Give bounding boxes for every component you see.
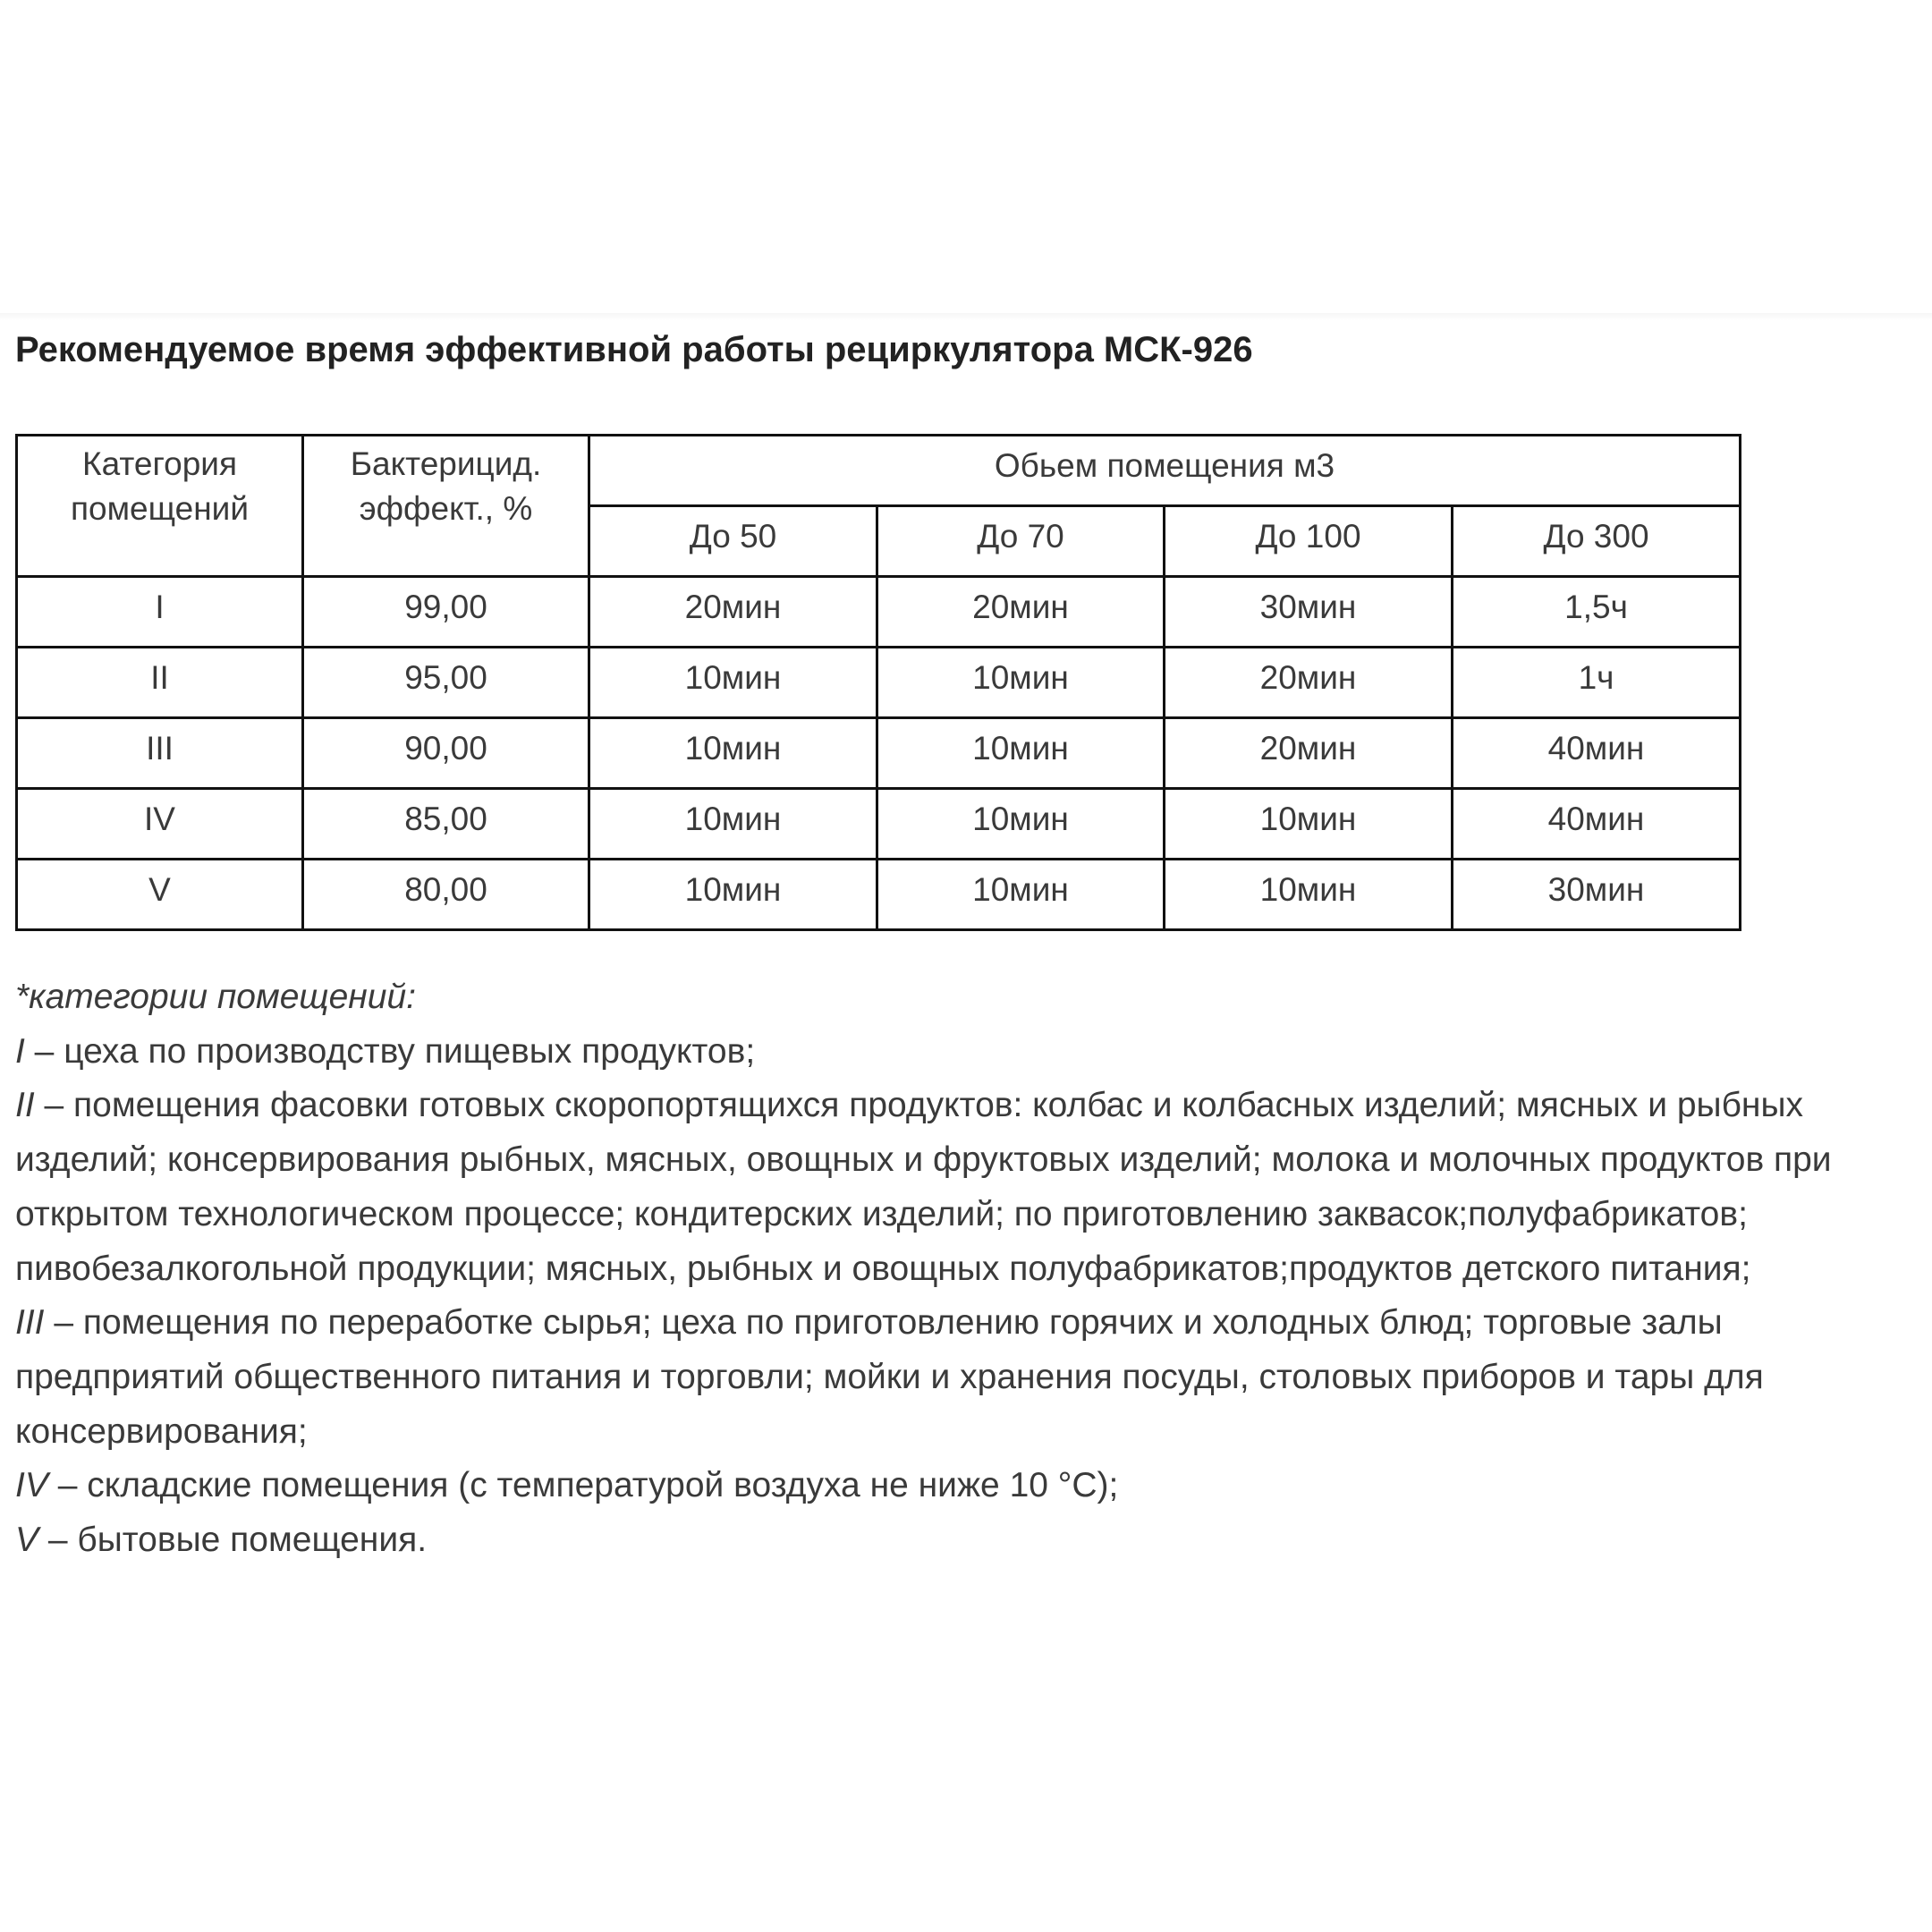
cell-time: 40мин [1453,789,1741,860]
note-text: – помещения по переработке сырья; цеха по приготовлению горячих и холодных блюд; торговые залы предприятий общественного питания и торговли; мойки и хранения посуды, столовых приборов и тары для консервирования; [15,1303,1764,1451]
header-effect [303,436,589,577]
cell-effect: 90,00 [303,718,589,789]
cell-time: 1,5ч [1453,577,1741,648]
cell-time: 20мин [877,577,1165,648]
cell-category: IV [17,789,303,860]
header-category-line2: помещений [70,490,249,527]
cell-time: 1ч [1453,648,1741,718]
header-category-line1: Категория [82,445,237,482]
note-item [15,1513,1916,1568]
header-category [17,436,303,577]
cell-time: 10мин [589,718,877,789]
table-row [17,648,1741,718]
cell-time: 10мин [589,860,877,930]
header-volume-50: До 50 [589,506,877,577]
note-roman: II [15,1086,35,1125]
cell-time: 10мин [877,648,1165,718]
cell-category: II [17,648,303,718]
cell-time: 20мин [589,577,877,648]
header-effect-line1: Бактерицид. [350,445,542,482]
cell-time: 10мин [877,718,1165,789]
header-volume: Обьем помещения м3 [589,436,1741,506]
cell-time: 30мин [1165,577,1453,648]
recommended-time-table [15,434,1741,931]
note-text: – цеха по производству пищевых продуктов; [24,1031,756,1071]
header-volume-100: До 100 [1165,506,1453,577]
cell-time: 10мин [1165,860,1453,930]
cell-effect: 95,00 [303,648,589,718]
cell-time: 40мин [1453,718,1741,789]
table-row [17,577,1741,648]
cell-effect: 85,00 [303,789,589,860]
cell-category: V [17,860,303,930]
header-effect-line2: эффект., % [359,490,533,527]
cell-time: 10мин [589,648,877,718]
note-text: – бытовые помещения. [38,1521,428,1560]
cell-time: 10мин [877,789,1165,860]
note-roman: III [15,1303,45,1343]
table-row [17,718,1741,789]
table-row [17,860,1741,930]
note-item [15,1079,1916,1296]
note-text: – помещения фасовки готовых скоропортящихся продуктов: колбас и колбасных изделий; мясных и рыбных изделий; консервирования рыбных, мясных, овощных и фруктовых изделий; молока и молочных продуктов при открытом технологическом процессе; кондитерских изделий; по приготовлению заквасок;полуфабрикатов; пивобезалкогольной продукции; мясных, рыбных и овощных полуфабрикатов;продуктов детского питания; [15,1086,1832,1288]
note-roman: V [15,1521,39,1560]
note-roman: IV [15,1466,48,1505]
cell-category: III [17,718,303,789]
cell-time: 20мин [1165,718,1453,789]
cell-time: 10мин [877,860,1165,930]
note-item [15,1459,1916,1513]
top-blank-area [0,0,1932,318]
cell-effect: 99,00 [303,577,589,648]
notes-heading: *категории помещений: [15,978,416,1016]
note-roman: I [15,1031,25,1071]
cell-effect: 80,00 [303,860,589,930]
note-item [15,1296,1916,1459]
note-item [15,1025,1916,1080]
cell-time: 30мин [1453,860,1741,930]
cell-time: 10мин [1165,789,1453,860]
page-title: Рекомендуемое время эффективной работы рециркулятора МСК-926 [15,330,1253,369]
table-row [17,789,1741,860]
note-text: – складские помещения (с температурой воздуха не ниже 10 °С); [47,1466,1119,1505]
section-divider [0,313,1932,320]
header-volume-300: До 300 [1453,506,1741,577]
category-notes [15,970,1916,1568]
header-volume-70: До 70 [877,506,1165,577]
cell-time: 20мин [1165,648,1453,718]
table-header-row [17,436,1741,506]
cell-category: I [17,577,303,648]
cell-time: 10мин [589,789,877,860]
